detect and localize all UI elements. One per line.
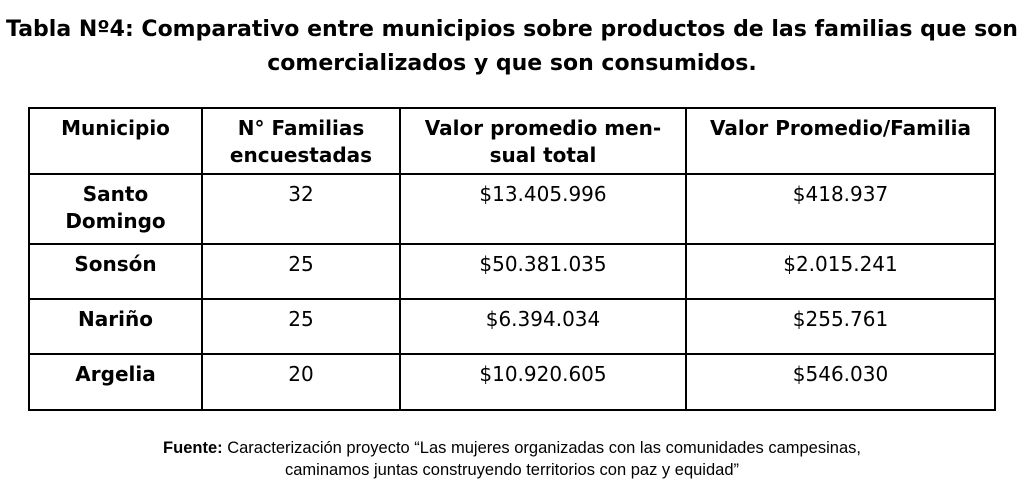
cell-familias: 20	[202, 354, 400, 410]
cell-valor-familia: $546.030	[686, 354, 995, 410]
table-title-line-2: comercializados y que son consumidos.	[267, 51, 757, 76]
source-note	[0, 437, 1024, 481]
cell-valor-familia: $255.761	[686, 299, 995, 354]
header-row	[29, 108, 995, 174]
header-valor-total: Valor promedio men-sual total	[400, 108, 686, 174]
source-text-2: caminamos juntas construyendo territorios con paz y equidad”	[285, 461, 739, 479]
table-title-line-1: Tabla Nº4: Comparativo entre municipios sobre productos de las familias que son	[6, 17, 1018, 42]
cell-familias: 25	[202, 299, 400, 354]
cell-familias: 25	[202, 244, 400, 299]
table-row	[29, 244, 995, 299]
cell-municipio: Nariño	[29, 299, 202, 354]
cell-valor-total: $6.394.034	[400, 299, 686, 354]
table-row	[29, 299, 995, 354]
header-municipio: Municipio	[29, 108, 202, 174]
cell-valor-familia: $2.015.241	[686, 244, 995, 299]
source-line-1	[0, 437, 1024, 459]
cell-valor-total: $10.920.605	[400, 354, 686, 410]
source-text-1: Caracterización proyecto “Las mujeres organizadas con las comunidades campesinas,	[227, 439, 861, 457]
table-title	[0, 13, 1024, 81]
header-valor-familia: Valor Promedio/Familia	[686, 108, 995, 174]
cell-valor-total: $50.381.035	[400, 244, 686, 299]
cell-municipio: Santo Domingo	[29, 174, 202, 244]
cell-valor-familia: $418.937	[686, 174, 995, 244]
comparison-table	[28, 107, 996, 411]
source-label: Fuente:	[163, 439, 223, 457]
cell-valor-total: $13.405.996	[400, 174, 686, 244]
cell-municipio: Argelia	[29, 354, 202, 410]
header-familias: N° Familias encuestadas	[202, 108, 400, 174]
cell-municipio: Sonsón	[29, 244, 202, 299]
cell-familias: 32	[202, 174, 400, 244]
table-row	[29, 354, 995, 410]
table-row	[29, 174, 995, 244]
